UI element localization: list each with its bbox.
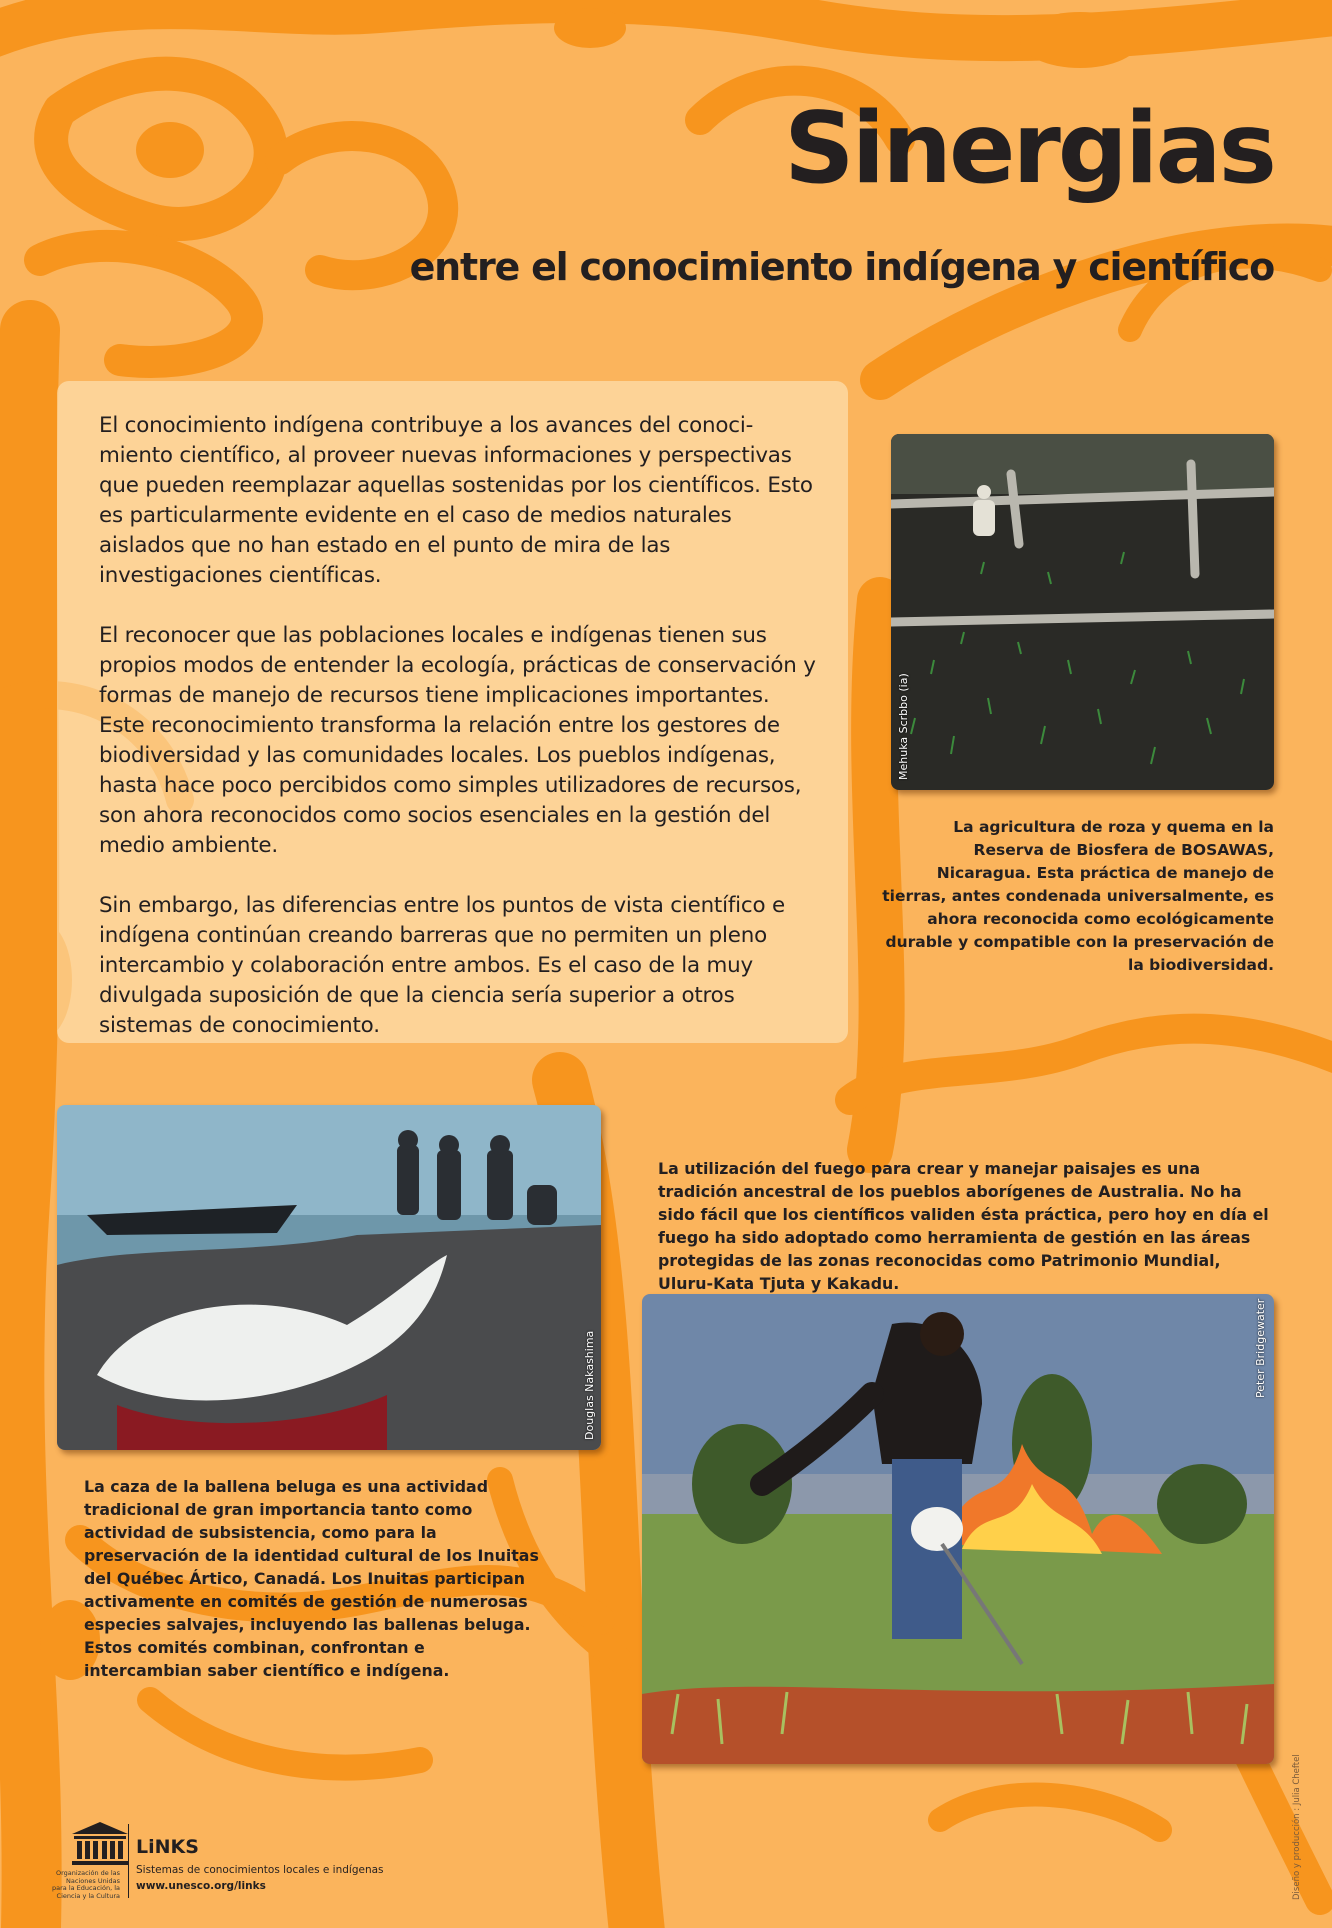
unesco-org-name: Organización de las Naciones Unidas para la Educación, la Ciencia y la Cultura — [52, 1869, 120, 1900]
footer-divider — [128, 1824, 129, 1898]
intro-text-panel — [57, 381, 848, 1043]
beluga-caption: La caza de la ballena beluga es una actividad tradicional de gran importancia tanto como actividad de subsistencia, como para la preservación de la identidad cultural de los Inuitas del Québec Ártico, Canadá. Los Inuitas participan activamente en comités de gestión de numerosas especies salvajes, incluyendo las ballenas beluga. Estos comités combinan, confrontan e intercambian saber científico e indígena. — [84, 1477, 539, 1680]
agriculture-caption: La agricultura de roza y quema en la Reserva de Biosfera de BOSAWAS, Nicaragua. Esta práctica de manejo de tierras, antes condenada universalmente, es ahora reconocida como ecológicamente durable y compatible con la preservación de la biodiversidad. — [882, 818, 1274, 974]
agriculture-photo — [891, 434, 1274, 790]
agriculture-photo-credit: Mehuka Scrbbo (ia) — [897, 673, 910, 780]
links-program-description: Sistemas de conocimientos locales e indígenas — [136, 1864, 384, 1876]
intro-paragraph-2: El reconocer que las poblaciones locales e indígenas tienen sus propios modos de entender la ecología, prácticas de conservación y formas de manejo de recursos tiene implicaciones importantes. Este reconocimiento transforma la relación entre los gestores de biodiversidad y las comunidades locales. Los pueblos indígenas, hasta hace poco percibidos como simples utilizadores de recursos, son ahora reconocidos como socios esenciales en la gestión del medio ambiente. — [99, 623, 816, 858]
beluga-photo — [57, 1105, 601, 1450]
unesco-logo — [70, 1820, 130, 1868]
intro-paragraph-1: El conocimiento indígena contribuye a los avances del conoci-miento científico, al proveer nuevas informaciones y perspectivas que pueden reemplazar aquellas sostenidas por los científicos. Esto es particularmente evidente en el caso de medios naturales aislados que no han estado en el punto de mira de las investigaciones científicas. — [99, 413, 813, 588]
poster-subtitle: entre el conocimiento indígena y científico — [409, 245, 1274, 289]
poster-title: Sinergias — [784, 92, 1274, 206]
links-program-name: LiNKS — [136, 1836, 199, 1858]
design-credit: Diseño y producción : Julia Cheftel — [1292, 1754, 1302, 1900]
beluga-photo-credit: Douglas Nakashima — [583, 1330, 596, 1440]
fire-photo — [642, 1294, 1274, 1764]
fire-caption: La utilización del fuego para crear y manejar paisajes es una tradición ancestral de los pueblos aborígenes de Australia. No ha sido fácil que los científicos validen ésta práctica, pero hoy en día el fuego ha sido adoptado como herramienta de gestión en las áreas protegidas de las zonas reconocidas como Patrimonio Mundial, Uluru-Kata Tjuta y Kakadu. — [658, 1159, 1269, 1293]
intro-paragraph-3: Sin embargo, las diferencias entre los puntos de vista científico e indígena continúan creando barreras que no permiten un pleno intercambio y colaboración entre ambos. Es el caso de la muy divulgada suposición de que la ciencia sería superior a otros sistemas de conocimiento. — [99, 893, 785, 1038]
fire-photo-credit: Peter Bridgewater — [1254, 1298, 1267, 1398]
links-url-link[interactable]: www.unesco.org/links — [136, 1880, 266, 1892]
